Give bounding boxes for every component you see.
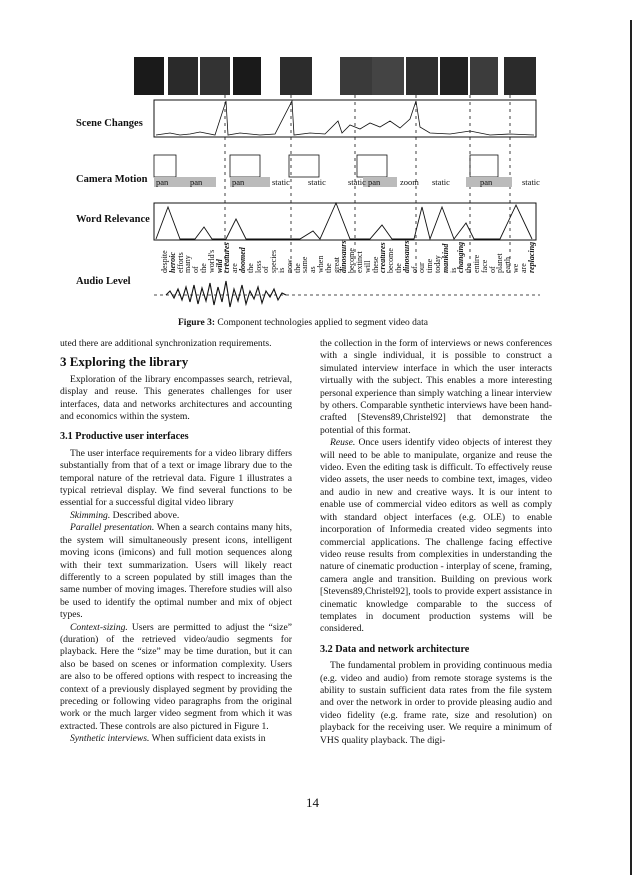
run-in-heading: Skimming.: [70, 509, 111, 521]
figure-caption-text: Component technologies applied to segment video data: [217, 318, 428, 328]
transcript-word-18: same: [300, 256, 310, 273]
transcript-word-27: these: [370, 256, 380, 273]
transcript-word-22: great: [331, 257, 341, 273]
left-column: [60, 338, 292, 746]
camera-motion-label-2: pan: [232, 177, 245, 187]
figure-tracks: [70, 55, 570, 320]
camera-motion-label-9: pan: [480, 177, 493, 187]
figure-3: [70, 55, 570, 335]
transcript-word-39: the: [464, 263, 474, 273]
transcript-word-31: dinosaurs: [401, 240, 411, 273]
subsection-heading: 3.2 Data and network architecture: [320, 643, 470, 655]
transcript-word-4: of: [191, 266, 201, 273]
transcript-word-44: earth: [503, 257, 513, 273]
transcript-word-16: now: [284, 259, 294, 273]
scene-track-box: [154, 100, 536, 137]
transcript-word-9: are: [230, 263, 240, 273]
transcript-word-6: world's: [206, 249, 216, 273]
transcript-word-2: efforts: [175, 252, 185, 273]
paragraph-text: Users are permitted to adjust the “size” (duration) of the retrieved video/audio segments for playback. Here the “size” may be time duration, but it can also be based on scenes or information complexity. Users are also to be offered options with respect to increasing the context of a previously displayed segment by providing the preceding or following video paragraphs from the original work or the much larger video segment from which it was extracted. These controls are also pictured in Figure 1.: [60, 621, 292, 732]
transcript-word-8: creatures: [222, 242, 232, 273]
scene-change-signal: [156, 101, 534, 135]
page-number: 14: [306, 795, 319, 810]
transcript-word-35: today: [433, 255, 442, 273]
transcript-word-42: of: [487, 266, 497, 273]
paragraph: Exploration of the library encompasses search, retrieval, display and reuse. This generates challenges for user interfaces, data and networks architectures and accounting and economics within the system.: [60, 373, 292, 423]
camera-motion-label-8: static: [432, 177, 450, 187]
camera-motion-label-10: static: [522, 177, 540, 187]
transcript-word-11: the: [245, 263, 255, 273]
continuation-paragraph: uted there are additional synchronization requirements.: [60, 338, 272, 349]
transcript-word-14: species: [269, 249, 279, 273]
transcript-word-15: is: [277, 267, 286, 273]
audio-level-waveform: [166, 281, 286, 307]
run-in-heading: Context-sizing.: [70, 621, 128, 633]
right-column: [320, 338, 552, 747]
paragraph-text: Described above.: [112, 509, 180, 521]
transcript-word-28: creatures: [378, 242, 388, 273]
paragraph: [320, 437, 552, 636]
transcript-word-33: our: [417, 262, 427, 273]
subsection-heading: 3.1 Productive user interfaces: [60, 431, 189, 443]
transcript-word-34: time: [425, 258, 435, 273]
transcript-word-30: the: [394, 263, 403, 273]
transcript-word-32: of: [409, 266, 419, 273]
transcript-word-13: of: [261, 266, 271, 273]
camera-motion-label-3: static: [272, 177, 290, 187]
figure-caption-label: Figure 3:: [178, 318, 216, 328]
transcript-word-7: wild: [214, 259, 224, 273]
paragraph: the collection in the form of interviews or news conferences with a single individual, it is possible to construct a simulated interview interface in which the user interacts virtually with the subject. This enables a more interesting personal experience than simply watching a linear interview by others. Comparable synthetic interviews have been hand-crafted [Stevens89,Christel92] that demonstrate the potential of this format.: [320, 338, 552, 436]
figure-caption: [178, 318, 428, 328]
transcript-word-29: become: [386, 248, 396, 273]
paragraph-text: When a search contains many hits, the system will simultaneously present icons, intelligent moving icons (imicons) and full motion sequences along with their text summarization. Users will likely react differently to a screen populated by still images than the same number of moving images. Therefore studies will also be used to identify the optimal number and mix of object types.: [60, 522, 292, 621]
paragraph-text: Once users identify video objects of interest they will need to be able to manipulate, organize and reuse the video. Even the editing task is difficult. To effectively reuse video assets, the user needs to combine text, images, video and audio in new and creative ways. It is our intent to enable use of commercial video editors as well as comply with standard object interfaces (e.g. OLE) to enable incorporation of Informedia created video segments into commercial applications. The challenge facing effective video reuse results from complexities in understanding the nature of cinematic production - interplay of scene, framing, camera angle and transition. Building on previous work [Stevens89,Christel92], tools to provide expert assistance in cinematic knowledge comparable to the success of templates in document production systems will be considered.: [320, 437, 553, 635]
transcript-word-0: despite: [160, 250, 169, 273]
transcript-word-43: planet: [495, 253, 505, 273]
run-in-heading: Parallel presentation.: [70, 522, 155, 534]
camera-motion-label: Camera Motion: [76, 174, 148, 185]
transcript-word-3: many: [183, 255, 193, 273]
paragraph: The user interface requirements for a video library differs substantially from that of a text or image library due to the temporal nature of the retrieval data. Figure 1 illustrates a typical retrieval display. We find several functions to be essential for a successful digital video library: [60, 447, 292, 509]
camera-motion-label-0: pan: [156, 177, 169, 187]
scene-changes-label: Scene Changes: [76, 118, 143, 129]
transcript-word-10: doomed: [238, 247, 247, 273]
transcript-word-1: heroic: [167, 252, 177, 273]
camera-motion-boxes: [154, 155, 498, 177]
transcript-word-45: we: [511, 263, 520, 273]
transcript-word-46: are: [518, 263, 528, 273]
transcript-word-24: become: [347, 248, 357, 273]
camera-motion-label-4: static: [308, 177, 326, 187]
paragraph: [60, 733, 292, 745]
transcript-word-17: the: [292, 263, 302, 273]
paragraph: The fundamental problem in providing continuous media (e.g. video and audio) from remote storage systems is the ability to sustain sufficient data rates from the file system and over the network in order to provide pleasing audio and video fidelity (e.g. frame rate, size and resolution) on playback for the receiving user. We require a minimum of VHS quality playback. The digi-: [320, 660, 552, 746]
transcript-word-23: dinosaurs: [339, 240, 349, 273]
transcript-word-40: entire: [472, 254, 481, 273]
paragraph: [60, 522, 292, 621]
word-relevance-label: Word Relevance: [76, 214, 150, 225]
transcript-word-5: the: [199, 263, 208, 273]
transcript-word-25: extinct: [355, 251, 364, 273]
transcript-word-38: changing: [456, 241, 466, 273]
word-track-box: [154, 203, 536, 240]
transcript-word-12: loss: [253, 260, 263, 273]
transcript-word-47: replacing: [526, 241, 536, 273]
transcript-word-19: as: [308, 266, 318, 273]
run-in-heading: Reuse.: [330, 437, 356, 449]
paragraph-text: When sufficient data exists in: [151, 733, 266, 745]
camera-motion-label-6: pan: [368, 177, 381, 187]
camera-motion-label-1: pan: [190, 177, 203, 187]
section-heading: 3 Exploring the library: [60, 354, 189, 370]
transcript-word-36: mankind: [440, 243, 450, 273]
word-relevance-signal: [156, 203, 532, 239]
audio-level-label: Audio Level: [76, 276, 131, 287]
camera-motion-label-7: zoom: [400, 177, 419, 187]
scan-edge-bar: [630, 20, 632, 875]
transcript-word-26: will: [362, 260, 372, 273]
camera-motion-label-5: static: [348, 177, 366, 187]
paragraph: [60, 510, 292, 522]
paragraph: [60, 622, 292, 734]
run-in-heading: Synthetic interviews.: [70, 733, 150, 745]
transcript-word-41: face: [479, 259, 489, 273]
transcript-word-20: when: [316, 255, 325, 273]
transcript-word-21: the: [323, 263, 333, 273]
transcript-word-37: is: [448, 267, 458, 273]
